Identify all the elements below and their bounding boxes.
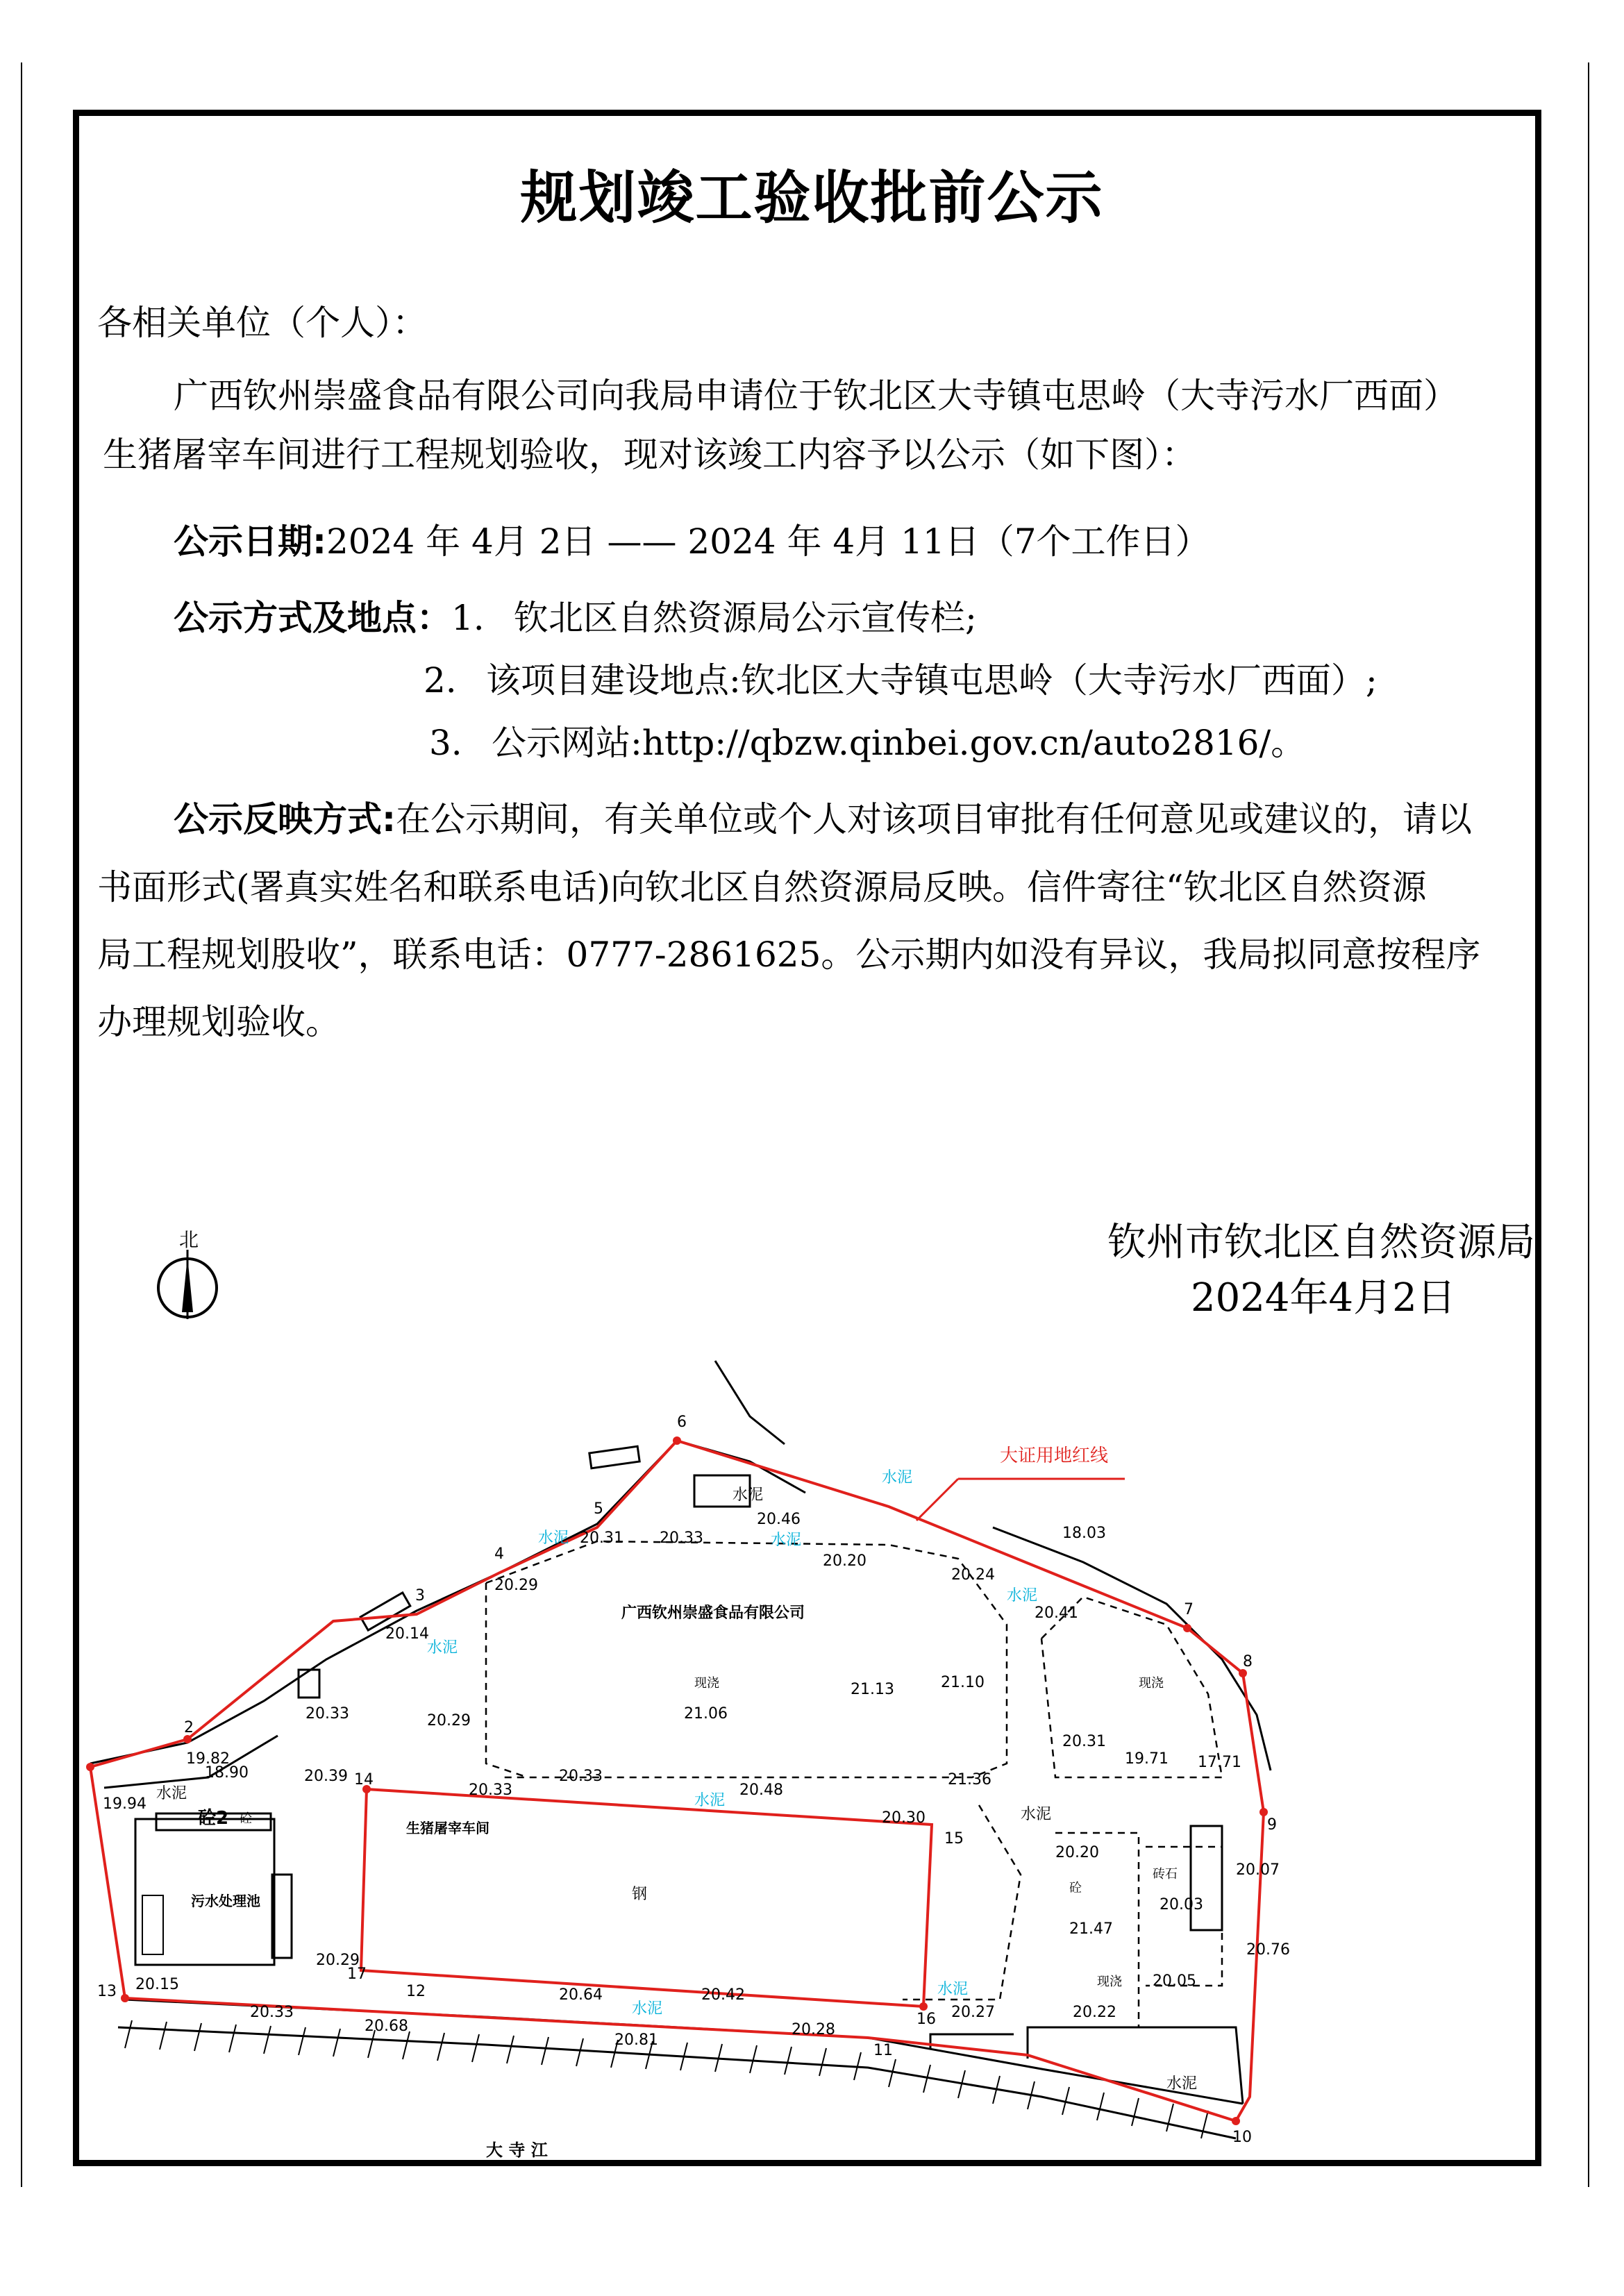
elev-29: 21.47: [1069, 1920, 1113, 1938]
intro-line-2: 生猪屠宰车间进行工程规划验收，现对该竣工内容予以公示（如下图）：: [103, 435, 1196, 475]
cement-label-3: 水泥: [1021, 1806, 1052, 1823]
elev-19: 20.33: [559, 1768, 603, 1785]
vertex-4: 4: [494, 1545, 504, 1563]
red-line-label: 大证用地红线: [1000, 1446, 1109, 1466]
feedback-label: 公示反映方式:: [174, 799, 396, 839]
salutation: 各相关单位（个人）：: [97, 303, 427, 343]
elev-13: 20.33: [305, 1705, 349, 1723]
notice-title: 规划竣工验收批前公示: [520, 165, 1104, 231]
method-text-2: 该项目建设地点:钦北区大寺镇屯思岭（大寺污水厂西面）;: [486, 660, 1378, 701]
elev-22: 17.71: [1198, 1754, 1241, 1771]
misc-label-1: 砼: [240, 1811, 252, 1826]
elev-34: 20.76: [1246, 1941, 1290, 1959]
feedback-line-4: 办理规划验收。: [97, 1002, 340, 1042]
vertex-5: 5: [594, 1500, 603, 1518]
elev-15: 20.31: [1062, 1733, 1106, 1750]
elev-40: 20.68: [365, 2018, 408, 2035]
elev-9: 20.14: [385, 1625, 429, 1643]
vertex-13: 13: [97, 1983, 117, 2000]
cement-label-4: 水泥: [1166, 2075, 1198, 2093]
vertex-9: 9: [1267, 1816, 1277, 1834]
elev-11: 21.10: [941, 1674, 985, 1691]
elev-38: 20.22: [1073, 2004, 1116, 2021]
riverbank-hatching: [125, 2020, 1208, 2138]
elev-37: 20.15: [135, 1976, 179, 1993]
vertex-17: 17: [347, 1966, 367, 1983]
building-type: 钢: [632, 1886, 648, 1903]
method-text-3: 公示网站:http://qbzw.qinbei.gov.cn/auto2816/。: [492, 723, 1306, 763]
river-label: 大 寺 江: [486, 2140, 548, 2160]
elev-30: 20.03: [1160, 1896, 1203, 1913]
elev-14: 20.29: [427, 1712, 471, 1729]
elev-18: 20.39: [304, 1768, 348, 1785]
misc-label-6: 现浇: [1097, 1975, 1122, 1989]
method-num-3: 3.: [429, 723, 462, 763]
elev-28: 20.07: [1236, 1861, 1280, 1879]
vertex-7: 7: [1184, 1601, 1194, 1618]
elev-4: 20.20: [823, 1552, 867, 1570]
vertex-14: 14: [354, 1771, 374, 1788]
elev-39: 20.33: [250, 2004, 294, 2021]
elev-42: 20.28: [792, 2021, 835, 2038]
cement-label-1: 水泥: [156, 1785, 187, 1802]
elev-20: 21.36: [948, 1771, 991, 1788]
feedback-line-1: 在公示期间，有关单位或个人对该项目审批有任何意见或建议的，请以: [396, 799, 1472, 839]
building-label: 生猪屠宰车间: [406, 1820, 489, 1836]
date-label: 公示日期:: [174, 521, 326, 562]
vertex-12: 12: [406, 1983, 426, 2000]
vertex-15: 15: [944, 1830, 964, 1847]
cyan-label-8: 水泥: [632, 2000, 663, 2018]
north-label: 北: [179, 1228, 199, 1251]
method-label: 公示方式及地点：: [174, 598, 451, 638]
vertex-10: 10: [1232, 2129, 1252, 2146]
cyan-label-3: 水泥: [771, 1532, 802, 1549]
elev-32: 20.64: [559, 1986, 603, 2004]
elev-3: 20.46: [757, 1511, 801, 1528]
vertex-2: 2: [184, 1719, 194, 1736]
misc-label-4: 现浇: [694, 1676, 719, 1691]
elev-26: 20.33: [469, 1782, 512, 1799]
cement-label-2: 水泥: [733, 1486, 764, 1504]
vertex-3: 3: [415, 1587, 425, 1604]
elev-2: 20.33: [660, 1530, 703, 1547]
cyan-label-7: 水泥: [937, 1981, 969, 1998]
elev-27: 20.20: [1055, 1844, 1099, 1861]
elev-25: 20.30: [882, 1809, 926, 1827]
elev-23: 19.94: [103, 1795, 147, 1813]
elev-1: 20.31: [580, 1530, 623, 1547]
vertex-6: 6: [677, 1414, 687, 1431]
elev-31: 20.29: [316, 1952, 360, 1969]
elev-41: 20.81: [614, 2031, 658, 2049]
cyan-label-5: 水泥: [427, 1639, 458, 1657]
elev-35: 20.05: [1153, 1972, 1196, 1990]
north-arrow: [158, 1228, 217, 1319]
elev-36: 20.27: [951, 2004, 995, 2021]
elev-33: 20.42: [701, 1986, 745, 2004]
signature-date: 2024年4月2日: [1191, 1275, 1456, 1321]
feedback-line-3: 局工程规划股收”，联系电话：0777-2861625。公示期内如没有异议，我局拟同意按程序: [97, 935, 1481, 975]
intro-line-1: 广西钦州崇盛食品有限公司向我局申请位于钦北区大寺镇屯思岭（大寺污水厂西面）: [174, 376, 1458, 416]
method-num-1: 1.: [451, 598, 485, 638]
method-num-2: 2.: [424, 660, 457, 701]
elev-8: 20.41: [1035, 1604, 1078, 1622]
elev-7: 20.24: [951, 1566, 995, 1584]
sewage-label: 污水处理池: [191, 1893, 260, 1909]
elev-5: 18.03: [1062, 1525, 1106, 1542]
elev-10: 21.13: [851, 1681, 894, 1698]
cyan-label-2: 水泥: [538, 1530, 569, 1547]
elev-17: 18.90: [205, 1764, 249, 1782]
elev-16: 19.82: [186, 1750, 230, 1768]
misc-label-7: 砖石: [1153, 1867, 1178, 1882]
elev-24: 20.48: [739, 1782, 783, 1799]
cyan-label-1: 水泥: [882, 1469, 913, 1486]
misc-label-3: 砼: [1069, 1881, 1082, 1895]
date-value: 2024 年 4月 2日 —— 2024 年 4月 11日（7个工作日）: [326, 521, 1210, 562]
misc-label-2: 砼2: [198, 1808, 229, 1829]
red-line-leader: [916, 1479, 958, 1520]
cyan-label-6: 水泥: [694, 1792, 726, 1809]
company-label: 广西钦州崇盛食品有限公司: [621, 1604, 805, 1622]
misc-label-5: 现浇: [1139, 1676, 1164, 1691]
signature-org: 钦州市钦北区自然资源局: [1107, 1220, 1535, 1265]
elev-6: 20.29: [494, 1577, 538, 1594]
vertex-11: 11: [873, 2042, 893, 2059]
feedback-line-2: 书面形式(署真实姓名和联系电话)向钦北区自然资源局反映。信件寄往“钦北区自然资源: [97, 867, 1427, 907]
vertex-8: 8: [1243, 1653, 1253, 1670]
cyan-label-4: 水泥: [1007, 1587, 1038, 1604]
elev-12: 21.06: [684, 1705, 728, 1723]
elev-21: 19.71: [1125, 1750, 1169, 1768]
method-text-1: 钦北区自然资源局公示宣传栏;: [514, 598, 977, 638]
vertex-16: 16: [916, 2011, 936, 2028]
sewage-block: [135, 1813, 292, 1965]
